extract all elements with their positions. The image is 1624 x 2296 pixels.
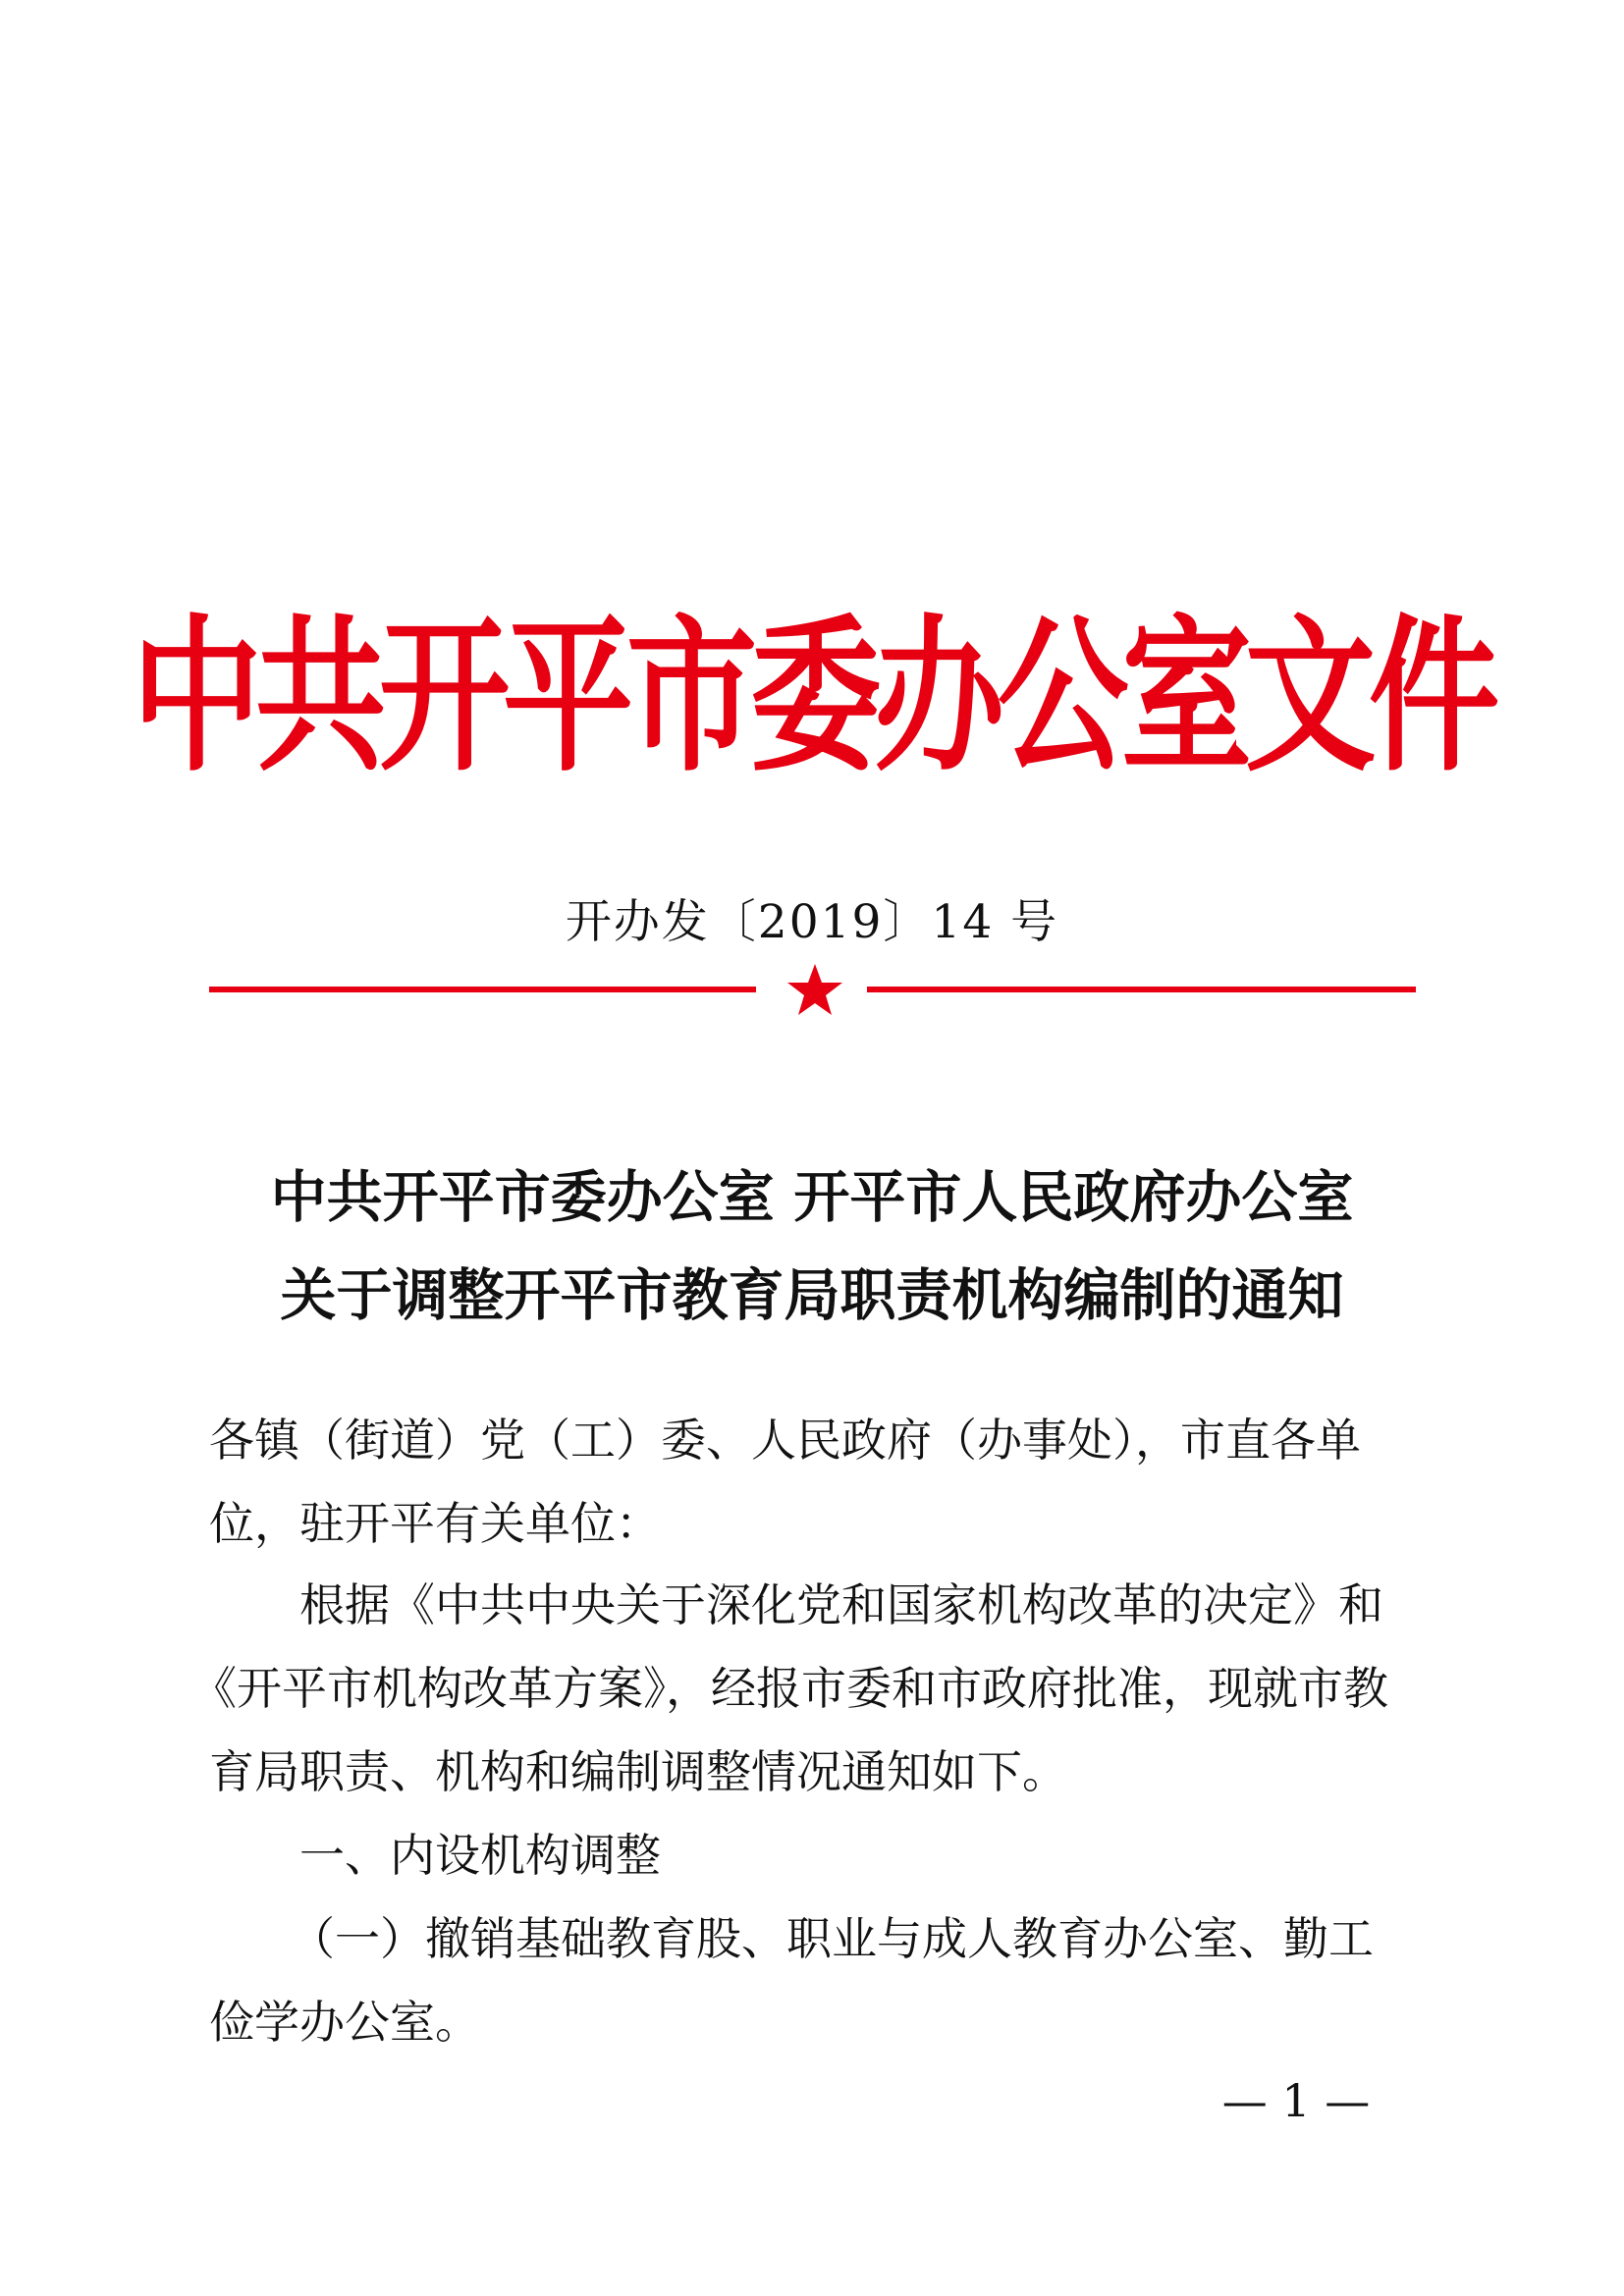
recipients-line-2: 位，驻开平有关单位：	[209, 1497, 661, 1550]
document-number: 开办发〔2019〕14 号	[565, 895, 1059, 949]
red-divider-right	[867, 987, 1416, 992]
red-star-icon	[785, 962, 844, 1017]
page-number: — 1 —	[1221, 2074, 1371, 2127]
paragraph-1-line-1: 根据《中共中央关于深化党和国家机构改革的决定》和	[299, 1578, 1383, 1631]
document-title-line-2: 关于调整开平市教育局职责机构编制的通知	[280, 1262, 1344, 1328]
paragraph-1-line-2: 《开平市机构改革方案》，经报市委和市政府批准，现就市教	[191, 1662, 1388, 1715]
masthead-title: 中共开平市委办公室文件	[132, 600, 1493, 794]
recipients-line-1: 各镇（街道）党（工）委、人民政府（办事处），市直各单	[209, 1414, 1361, 1467]
document-title-line-1: 中共开平市委办公室 开平市人民政府办公室	[270, 1164, 1354, 1230]
item-1-line-2: 俭学办公室。	[209, 1996, 480, 2049]
item-1-line-1: （一）撤销基础教育股、职业与成人教育办公室、勤工	[290, 1912, 1374, 1965]
section-heading-1: 一、内设机构调整	[299, 1829, 661, 1882]
paragraph-1-line-3: 育局职责、机构和编制调整情况通知如下。	[209, 1745, 1067, 1798]
red-divider-left	[209, 987, 756, 992]
